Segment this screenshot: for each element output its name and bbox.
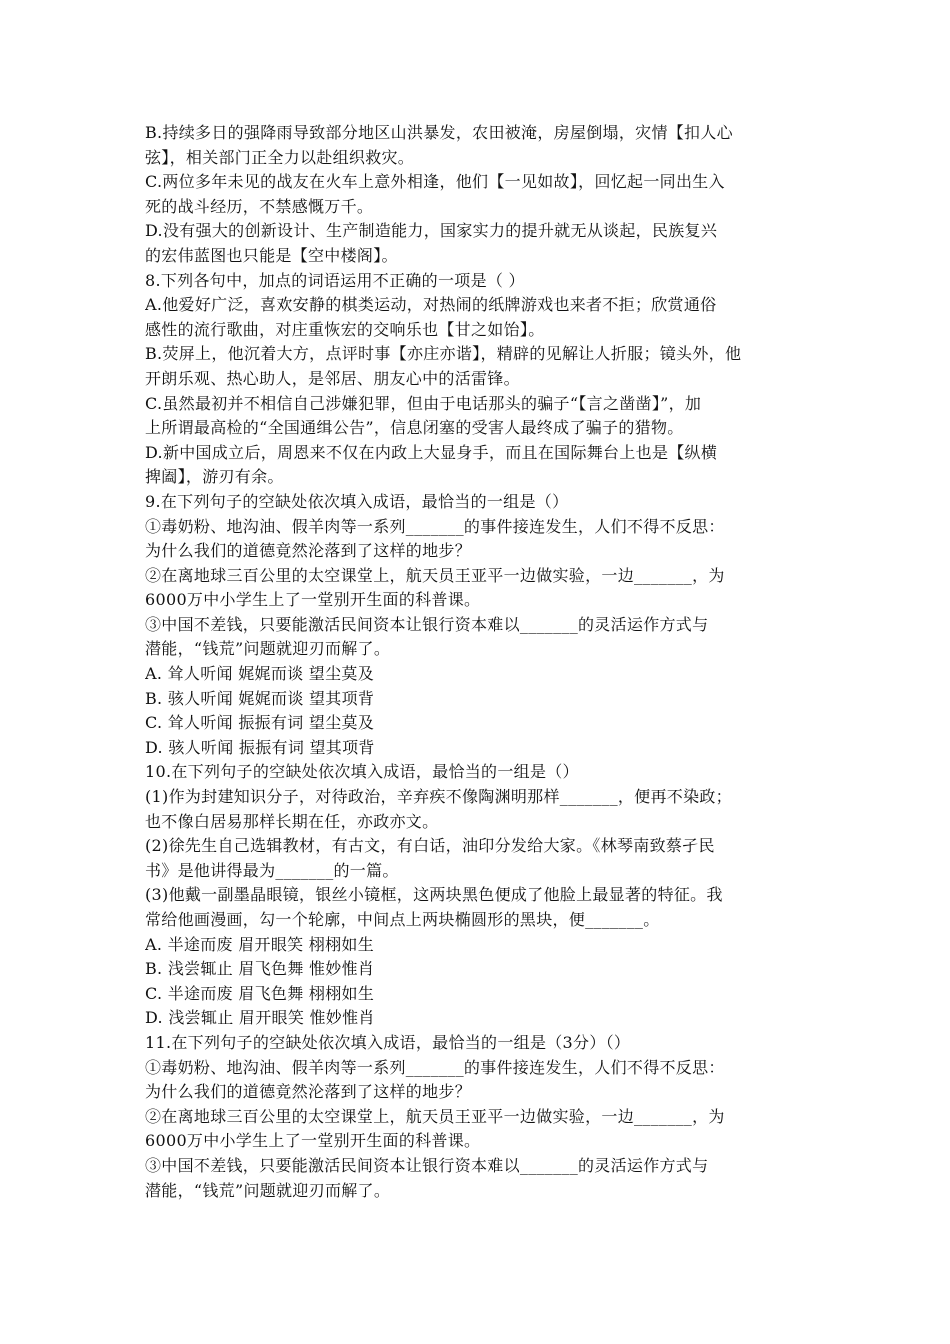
q10-sentence-1-line-2: 也不像白居易那样长期在任，亦政亦文。 xyxy=(145,811,439,831)
q8-option-c-line-2: 上所谓最高检的“全国通缉公告”，信息闭塞的受害人最终成了骗子的猎物。 xyxy=(145,418,684,438)
q10-sentence-2-line-2: 书》是他讲得最为_______的一篇。 xyxy=(145,860,399,880)
q10-option-a: A. 半途而废 眉开眼笑 栩栩如生 xyxy=(145,934,374,954)
q9-sentence-2-line-1: ②在离地球三百公里的太空课堂上，航天员王亚平一边做实验，一边_______，为 xyxy=(145,565,725,585)
option-c-line-2: 死的战斗经历，不禁感慨万千。 xyxy=(145,196,374,216)
q9-option-c: C. 耸人听闻 振振有词 望尘莫及 xyxy=(145,713,375,733)
q10-sentence-1-line-1: (1)作为封建知识分子，对待政治，辛弃疾不像陶渊明那样_______，便再不染政； xyxy=(145,787,732,807)
q11-sentence-2-line-1: ②在离地球三百公里的太空课堂上，航天员王亚平一边做实验，一边_______，为 xyxy=(145,1106,725,1126)
q11-sentence-2-line-2: 6000万中小学生上了一堂别开生面的科普课。 xyxy=(145,1131,481,1151)
question-11-stem: 11.在下列句子的空缺处依次填入成语，最恰当的一组是（3分）（） xyxy=(145,1032,631,1052)
q10-sentence-3-line-1: (3)他戴一副墨晶眼镜，银丝小镜框，这两块黑色便成了他脸上最显著的特征。我 xyxy=(145,885,723,905)
q9-sentence-1-line-1: ①毒奶粉、地沟油、假羊肉等一系列_______的事件接连发生，人们不得不反思： xyxy=(145,516,725,536)
q8-option-d-line-1: D.新中国成立后，周恩来不仅在内政上大显身手，而且在国际舞台上也是【纵横 xyxy=(145,442,718,462)
q9-option-d: D. 骇人听闻 振振有词 望其项背 xyxy=(145,737,375,757)
question-10-stem: 10.在下列句子的空缺处依次填入成语，最恰当的一组是（） xyxy=(145,762,579,782)
q8-option-b-line-1: B.荧屏上，他沉着大方，点评时事【亦庄亦谐】，精辟的见解让人折服；镜头外，他 xyxy=(145,344,742,364)
q10-option-b: B. 浅尝辄止 眉飞色舞 惟妙惟肖 xyxy=(145,959,375,979)
q8-option-a-line-2: 感性的流行歌曲，对庄重恢宏的交响乐也【甘之如饴】。 xyxy=(145,319,545,339)
q11-sentence-1-line-2: 为什么我们的道德竟然沦落到了这样的地步？ xyxy=(145,1082,472,1102)
q11-sentence-1-line-1: ①毒奶粉、地沟油、假羊肉等一系列_______的事件接连发生，人们不得不反思： xyxy=(145,1057,725,1077)
option-d-line-2: 的宏伟蓝图也只能是【空中楼阁】。 xyxy=(145,245,398,265)
q9-sentence-3-line-1: ③中国不差钱，只要能激活民间资本让银行资本难以_______的灵活运作方式与 xyxy=(145,614,709,634)
question-8-stem: 8.下列各句中，加点的词语运用不正确的一项是（ ） xyxy=(145,270,525,290)
q10-sentence-3-line-2: 常给他画漫画，勾一个轮廓，中间点上两块椭圆形的黑块，便_______。 xyxy=(145,910,660,929)
q8-option-c-line-1: C.虽然最初并不相信自己涉嫌犯罪，但由于电话那头的骗子“【言之凿凿】”，加 xyxy=(145,393,702,413)
q11-sentence-3-line-2: 潜能，“钱荒”问题就迎刃而解了。 xyxy=(145,1180,391,1200)
option-d-line-1: D.没有强大的创新设计、生产制造能力，国家实力的提升就无从谈起，民族复兴 xyxy=(145,221,718,241)
q8-option-d-line-2: 捭阖】，游刃有余。 xyxy=(145,467,284,487)
q9-option-b: B. 骇人听闻 娓娓而谈 望其项背 xyxy=(145,688,375,708)
q8-option-a-line-1: A.他爱好广泛，喜欢安静的棋类运动，对热闹的纸牌游戏也来者不拒；欣赏通俗 xyxy=(145,295,717,315)
document-body xyxy=(145,121,810,1203)
option-c-line-1: C.两位多年未见的战友在火车上意外相逢，他们【一见如故】，回忆起一同出生入 xyxy=(145,172,725,192)
q9-sentence-2-line-2: 6000万中小学生上了一堂别开生面的科普课。 xyxy=(145,590,481,610)
q10-sentence-2-line-1: (2)徐先生自己选辑教材，有古文，有白话，油印分发给大家。《林琴南致蔡孑民 xyxy=(145,836,715,856)
option-b-line-2: 弦】，相关部门正全力以赴组织救灾。 xyxy=(145,147,415,167)
q10-option-d: D. 浅尝辄止 眉开眼笑 惟妙惟肖 xyxy=(145,1008,375,1028)
option-b-line-1: B.持续多日的强降雨导致部分地区山洪暴发，农田被淹，房屋倒塌，灾情【扣人心 xyxy=(145,123,733,142)
q9-sentence-3-line-2: 潜能，“钱荒”问题就迎刃而解了。 xyxy=(145,639,391,659)
q10-option-c: C. 半途而废 眉飞色舞 栩栩如生 xyxy=(145,983,375,1003)
q8-option-b-line-2: 开朗乐观、热心助人，是邻居、朋友心中的活雷锋。 xyxy=(145,368,520,388)
question-9-stem: 9.在下列句子的空缺处依次填入成语，最恰当的一组是（） xyxy=(145,491,569,511)
q9-sentence-1-line-2: 为什么我们的道德竟然沦落到了这样的地步？ xyxy=(145,541,472,561)
q11-sentence-3-line-1: ③中国不差钱，只要能激活民间资本让银行资本难以_______的灵活运作方式与 xyxy=(145,1155,709,1175)
q9-option-a: A. 耸人听闻 娓娓而谈 望尘莫及 xyxy=(145,664,374,684)
